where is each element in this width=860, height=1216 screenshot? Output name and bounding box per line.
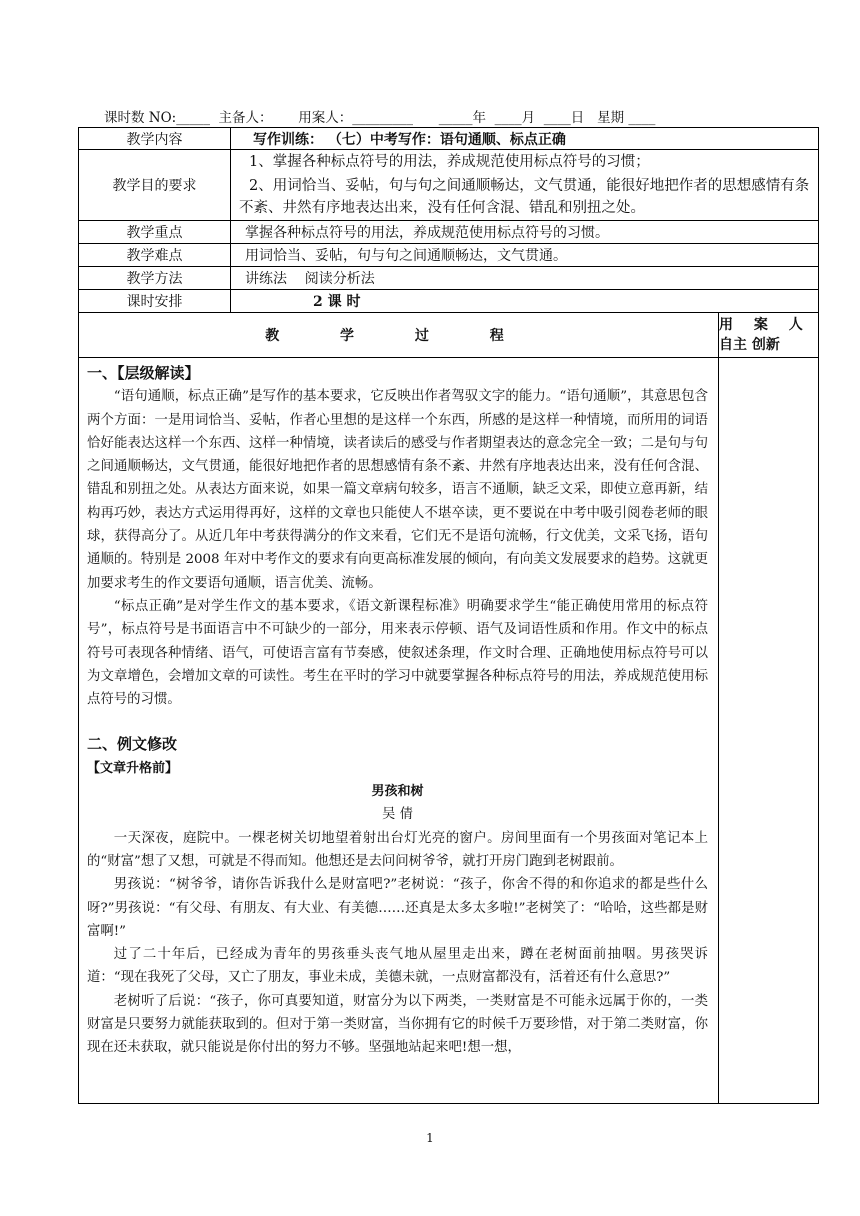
paragraph-1: “语句通顺，标点正确”是写作的基本要求，它反映出作者驾驭文字的能力。“语句通顺”，其意思包含两个方面：一是用词恰当、妥帖，作者心里想的是这样一个东西，所感的是这样一种情境，而所用的词语恰好能表达这样一个东西、这样一种情境，读者读后的感受与作者期望表达的意念完全一致；二是句与句之间通顺畅达，文气贯通，能很好地把作者的思想感情有条不紊、井然有序地表达出来，没有任何含混、错乱和别扭之处。从表达方面来说，如果一篇文章病句较多，语言不通顺，缺乏文采，即使立意再新，结构再巧妙，表达方式运用得再好，这样的文章也只能使人不堪卒读，更不要说在中考中吸引阅卷老师的眼球，获得高分了。从近几年中考获得满分的作文来看，它们无不是语句流畅，行文优美，文采飞扬，语句通顺的。特别是 2008 年对中考作文的要求有向更高标准发展的倾向，有向美文发展要求的趋势。这就更加要求考生的作文要语句通顺，语言优美、流畅。 — [87, 389, 708, 591]
essay-paragraph-2: 男孩说：“树爷爷，请你告诉我什么是财富吧?”老树说：“孩子，你舍不得的和你追求的都是些什么呀?”男孩说：“有父母、有朋友、有大业、有美德……还真是太多太多啦!”老树笑了：“哈哈，这些都是财富啊!” — [87, 877, 708, 939]
paragraph-2: “标点正确”是对学生作文的基本要求，《语文新课程标准》明确要求学生“能正确使用常用的标点符号”，标点符号是书面语言中不可缺少的一部分，用来表示停顿、语气及词语性质和作用。作文中的标点符号可表现各种情绪、语气，可使语言富有节奏感，使叙述条理，作文时合理、正确地使用标点符号可以为文章增色，会增加文章的可读性。考生在平时的学习中就要掌握各种标点符号的用法，养成规范使用标点符号的习惯。 — [87, 598, 708, 708]
content-value: 写作训练： （七）中考写作：语句通顺、标点正确 — [231, 128, 819, 150]
method-value: 讲练法 阅读分析法 — [231, 267, 819, 290]
content-label: 教学内容 — [79, 128, 231, 150]
lesson-plan-table — [78, 127, 819, 1104]
goals-value — [231, 150, 819, 221]
section-1-title: 一、【层级解读】 — [87, 364, 200, 382]
goal-item-1: 1、掌握各种标点符号的用法，养成规范使用标点符号的习惯； — [249, 154, 650, 170]
side-heading-line-1: 用 案 人 — [719, 317, 811, 333]
side-column-heading — [719, 313, 819, 358]
goal-item-2: 2、用词恰当、妥帖，句与句之间通顺畅达，文气贯通，能很好地把作者的思想感情有条不紊、井然有序地表达出来，没有任何含混、错乱和别扭之处。 — [239, 178, 810, 216]
difficulty-value: 用词恰当、妥帖，句与句之间通顺畅达，文气贯通。 — [231, 244, 819, 267]
side-notes-column — [719, 358, 819, 1104]
row-hours — [79, 290, 819, 313]
essay-paragraph-3: 过了二十年后，已经成为青年的男孩垂头丧气地从屋里走出来，蹲在老树面前抽咽。男孩哭诉道：“现在我死了父母，又亡了朋友，事业未成，美德未就，一点财富都没有，活着还有什么意思?” — [87, 947, 708, 986]
row-method — [79, 267, 819, 290]
row-difficulty — [79, 244, 819, 267]
row-process-body — [79, 358, 819, 1104]
difficulty-label: 教学难点 — [79, 244, 231, 267]
method-label: 教学方法 — [79, 267, 231, 290]
row-key-points — [79, 221, 819, 244]
row-content — [79, 128, 819, 150]
row-process-header — [79, 313, 819, 358]
row-goals — [79, 150, 819, 221]
process-content — [79, 358, 719, 1104]
section-2-title: 二、例文修改 — [87, 735, 178, 754]
essay-paragraph-4: 老树听了后说：“孩子，你可真要知道，财富分为以下两类，一类财富是不可能永远属于你的，一类财富是只要努力就能获取到的。但对于第一类财富，当你拥有它的时候千万要珍惜，对于第二类财富，你现在还未获取，就只能说是你付出的努力不够。坚强地站起来吧!想一想， — [87, 993, 708, 1056]
page-number: 1 — [426, 1131, 434, 1145]
essay-paragraph-1: 一天深夜，庭院中。一棵老树关切地望着射出台灯光亮的窗户。房间里面有一个男孩面对笔记本上的“财富”想了又想，可就是不得而知。他想还是去问问树爷爷，就打开房门跑到老树跟前。 — [87, 830, 708, 869]
process-heading: 教 学 过 程 — [79, 313, 719, 358]
subsection-title: 【文章升格前】 — [87, 760, 179, 776]
key-points-label: 教学重点 — [79, 221, 231, 244]
lesson-header-line: 课时数 NO:_____ 主备人： 用案人：_________ _____年 ____月 ____日 星期 ____ — [104, 110, 656, 126]
key-points-value: 掌握各种标点符号的用法，养成规范使用标点符号的习惯。 — [231, 221, 819, 244]
side-heading-line-2: 自主 创新 — [719, 337, 780, 353]
goals-label: 教学目的要求 — [79, 150, 231, 221]
hours-label: 课时安排 — [79, 290, 231, 313]
essay-author: 吴 倩 — [381, 807, 414, 823]
essay-title: 男孩和树 — [371, 784, 424, 800]
hours-value: 2 课 时 — [231, 290, 819, 313]
